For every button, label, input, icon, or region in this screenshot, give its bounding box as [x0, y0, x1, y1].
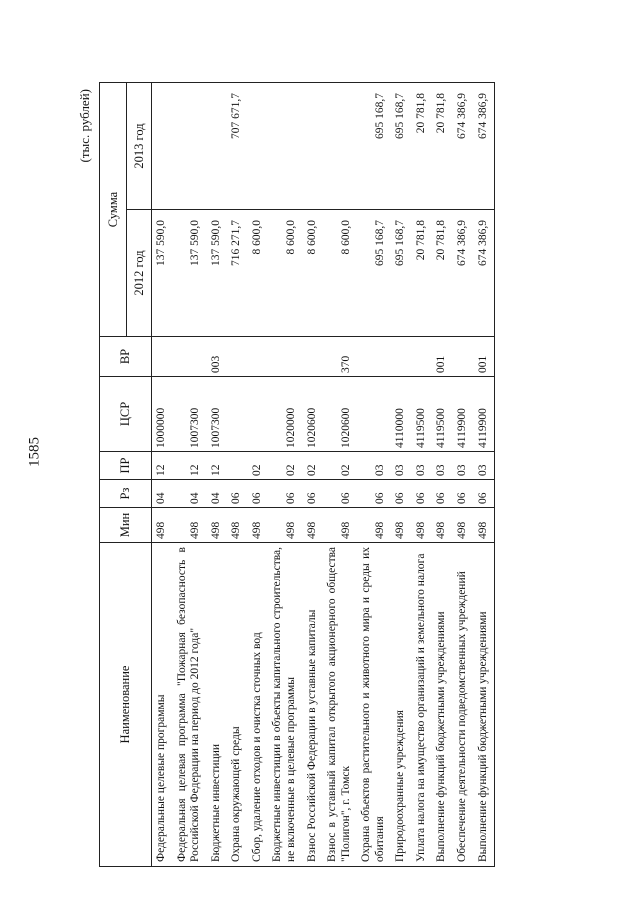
row-rz: 06: [432, 480, 453, 508]
row-amount-2013: [248, 83, 269, 210]
row-name: Бюджетные инвестиции: [207, 543, 228, 867]
row-csr: 1020000: [268, 377, 302, 452]
row-rz: 06: [323, 480, 357, 508]
row-amount-2013: 20 781,8: [432, 83, 453, 210]
row-amount-2013: [207, 83, 228, 210]
row-amount-2013: [323, 83, 357, 210]
header-csr: ЦСР: [100, 377, 152, 452]
header-rz: Рз: [100, 480, 152, 508]
row-pr: 12: [152, 452, 173, 480]
row-rz: 06: [227, 480, 248, 508]
table-row: [412, 83, 433, 867]
row-amount-2012: 137 590,0: [152, 210, 173, 337]
row-vr: [391, 337, 412, 377]
row-min: 498: [207, 508, 228, 543]
row-rz: 06: [412, 480, 433, 508]
row-min: 498: [152, 508, 173, 543]
row-name: Обеспечение деятельности подведомственных учреждений: [453, 543, 474, 867]
row-csr: 4119900: [474, 377, 495, 452]
row-amount-2012: 8 600,0: [303, 210, 324, 337]
row-vr: 003: [207, 337, 228, 377]
row-amount-2013: [268, 83, 302, 210]
row-amount-2012: 8 600,0: [268, 210, 302, 337]
row-csr: [357, 377, 391, 452]
row-vr: [303, 337, 324, 377]
row-amount-2012: 137 590,0: [207, 210, 228, 337]
row-amount-2012: 716 271,7: [227, 210, 248, 337]
row-pr: 03: [474, 452, 495, 480]
row-vr: [357, 337, 391, 377]
table-row: [323, 83, 357, 867]
row-rz: 04: [152, 480, 173, 508]
row-amount-2012: 674 386,9: [453, 210, 474, 337]
row-min: 498: [432, 508, 453, 543]
header-min: Мин: [100, 508, 152, 543]
row-amount-2012: 20 781,8: [432, 210, 453, 337]
row-pr: 12: [173, 452, 207, 480]
row-min: 498: [173, 508, 207, 543]
row-vr: [227, 337, 248, 377]
row-name: Выполнение функций бюджетными учреждениями: [474, 543, 495, 867]
row-csr: 1007300: [207, 377, 228, 452]
row-csr: 4119900: [453, 377, 474, 452]
row-min: 498: [303, 508, 324, 543]
row-vr: 370: [323, 337, 357, 377]
row-rz: 04: [207, 480, 228, 508]
table-row: [173, 83, 207, 867]
header-2012: 2012 год: [127, 210, 152, 337]
table-row: [268, 83, 302, 867]
row-min: 498: [227, 508, 248, 543]
table-row: [248, 83, 269, 867]
row-csr: 1020600: [323, 377, 357, 452]
row-vr: [412, 337, 433, 377]
row-min: 498: [357, 508, 391, 543]
row-name: Бюджетные инвестиции в объекты капитального строительства, не включенные в целевые программы: [268, 543, 302, 867]
row-csr: 4119500: [412, 377, 433, 452]
row-amount-2012: 695 168,7: [391, 210, 412, 337]
row-pr: 03: [432, 452, 453, 480]
row-amount-2013: 695 168,7: [391, 83, 412, 210]
header-2013: 2013 год: [127, 83, 152, 210]
row-amount-2013: [173, 83, 207, 210]
row-csr: 1000000: [152, 377, 173, 452]
row-pr: 02: [303, 452, 324, 480]
table-body: [152, 83, 495, 867]
table-row: [227, 83, 248, 867]
row-name: Выполнение функций бюджетными учреждениями: [432, 543, 453, 867]
row-rz: 06: [248, 480, 269, 508]
row-amount-2012: 8 600,0: [323, 210, 357, 337]
row-pr: 02: [323, 452, 357, 480]
row-rz: 06: [303, 480, 324, 508]
row-csr: 4110000: [391, 377, 412, 452]
row-amount-2012: 137 590,0: [173, 210, 207, 337]
table-row: [453, 83, 474, 867]
row-min: 498: [391, 508, 412, 543]
row-name: Взнос в уставный капитал открытого акционерного общества "Полигон", г. Томск: [323, 543, 357, 867]
table-row: [391, 83, 412, 867]
header-vr: ВР: [100, 337, 152, 377]
row-amount-2012: 20 781,8: [412, 210, 433, 337]
row-rz: 04: [173, 480, 207, 508]
row-min: 498: [474, 508, 495, 543]
row-rz: 06: [357, 480, 391, 508]
row-name: Сбор, удаление отходов и очистка сточных вод: [248, 543, 269, 867]
row-rz: 06: [391, 480, 412, 508]
row-csr: 4119500: [432, 377, 453, 452]
row-vr: [268, 337, 302, 377]
row-vr: 001: [432, 337, 453, 377]
row-min: 498: [268, 508, 302, 543]
row-amount-2013: 695 168,7: [357, 83, 391, 210]
row-amount-2012: 695 168,7: [357, 210, 391, 337]
row-amount-2013: 707 671,7: [227, 83, 248, 210]
row-pr: 03: [412, 452, 433, 480]
row-name: Природоохранные учреждения: [391, 543, 412, 867]
row-name: Охрана окружающей среды: [227, 543, 248, 867]
header-pr: ПР: [100, 452, 152, 480]
row-amount-2012: 8 600,0: [248, 210, 269, 337]
budget-table: [99, 82, 495, 867]
row-pr: 03: [453, 452, 474, 480]
row-pr: 03: [357, 452, 391, 480]
row-csr: 1007300: [173, 377, 207, 452]
row-min: 498: [323, 508, 357, 543]
budget-table-area: [77, 83, 587, 867]
table-row: [303, 83, 324, 867]
row-vr: [248, 337, 269, 377]
table-row: [357, 83, 391, 867]
row-csr: [248, 377, 269, 452]
row-amount-2013: 674 386,9: [453, 83, 474, 210]
row-rz: 06: [268, 480, 302, 508]
row-vr: [152, 337, 173, 377]
row-rz: 06: [474, 480, 495, 508]
header-sum: Сумма: [100, 83, 127, 337]
row-pr: 03: [391, 452, 412, 480]
row-name: Взнос Российской Федерации в уставные капиталы: [303, 543, 324, 867]
header-name: Наименование: [100, 543, 152, 867]
table-row: [207, 83, 228, 867]
row-amount-2013: 674 386,9: [474, 83, 495, 210]
table-row: [152, 83, 173, 867]
row-rz: 06: [453, 480, 474, 508]
table-header: [100, 83, 152, 867]
page-number: 1585: [26, 437, 43, 467]
row-csr: [227, 377, 248, 452]
table-row: [432, 83, 453, 867]
row-vr: 001: [474, 337, 495, 377]
row-amount-2013: [303, 83, 324, 210]
row-pr: 02: [268, 452, 302, 480]
row-pr: [227, 452, 248, 480]
row-amount-2013: 20 781,8: [412, 83, 433, 210]
row-pr: 12: [207, 452, 228, 480]
row-min: 498: [412, 508, 433, 543]
row-amount-2012: 674 386,9: [474, 210, 495, 337]
row-vr: [173, 337, 207, 377]
table-row: [474, 83, 495, 867]
row-vr: [453, 337, 474, 377]
row-csr: 1020600: [303, 377, 324, 452]
row-name: Федеральная целевая программа "Пожарная безопасность в Российской Федерации на период до 2012 года": [173, 543, 207, 867]
row-min: 498: [453, 508, 474, 543]
row-name: Охрана объектов растительного и животного мира и среды их обитания: [357, 543, 391, 867]
row-pr: 02: [248, 452, 269, 480]
row-amount-2013: [152, 83, 173, 210]
unit-note: (тыс. рублей): [77, 89, 92, 163]
row-name: Уплата налога на имущество организаций и земельного налога: [412, 543, 433, 867]
row-name: Федеральные целевые программы: [152, 543, 173, 867]
row-min: 498: [248, 508, 269, 543]
